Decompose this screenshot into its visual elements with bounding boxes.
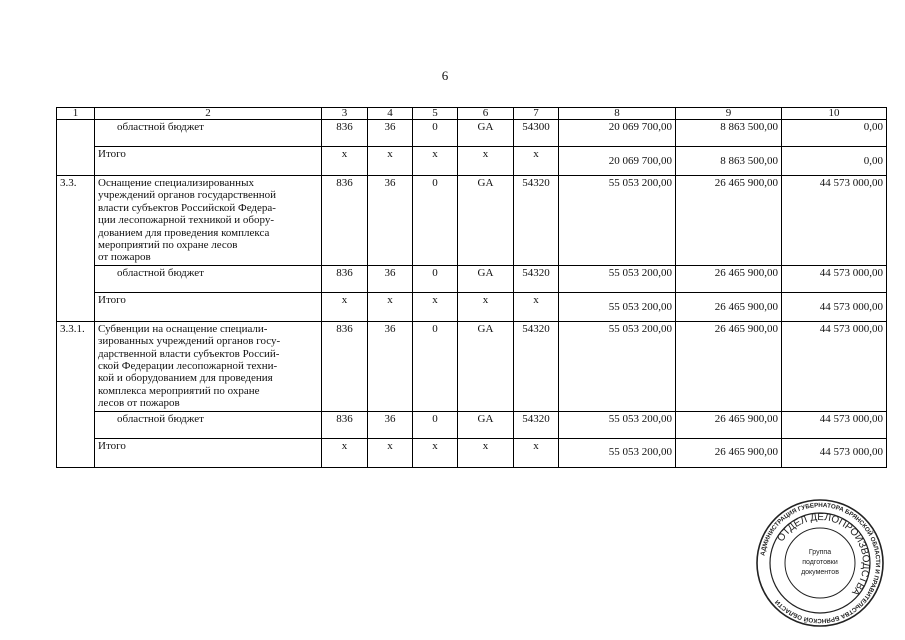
table-cell: x xyxy=(514,438,559,467)
description-line: Оснащение специализированных xyxy=(98,177,254,189)
table-cell: 54320 xyxy=(514,265,559,292)
stamp-center-line: подготовки xyxy=(802,559,838,566)
table-cell: 54300 xyxy=(514,120,559,147)
stamp-outer-text: АДМИНИСТРАЦИЯ ГУБЕРНАТОРА БРЯНСКОЙ ОБЛАСТИ И ПРАВИТЕЛЬСТВА БРЯНСКОЙ ОБЛАСТИ xyxy=(759,501,882,625)
description-line: ской Федерации лесопожарной техни- xyxy=(98,360,278,373)
table-cell: 36 xyxy=(368,120,413,147)
table-cell: 836 xyxy=(322,321,368,411)
stamp-center-line: документов xyxy=(801,569,839,576)
table-cell: x xyxy=(413,147,458,176)
table-cell: 0 xyxy=(413,321,458,411)
table-cell: 836 xyxy=(322,265,368,292)
table-cell: 26 465 900,00 xyxy=(676,438,782,467)
header-cell: 3 xyxy=(322,108,368,120)
table-cell: 36 xyxy=(368,265,413,292)
stamp-center-line: Группа xyxy=(808,549,832,556)
row-number-cell xyxy=(57,120,95,176)
table-row xyxy=(57,265,887,292)
table-cell: 26 465 900,00 xyxy=(676,176,782,266)
table-cell: x xyxy=(322,292,368,321)
header-cell: 9 xyxy=(676,108,782,120)
page-number: 6 xyxy=(441,68,449,83)
row-label: областной бюджет xyxy=(95,411,322,438)
table-cell: 55 053 200,00 xyxy=(559,176,676,266)
description-line: власти субъектов Российской Федера- xyxy=(98,201,276,214)
table-cell: x xyxy=(458,292,514,321)
table-cell: 0 xyxy=(413,411,458,438)
budget-table xyxy=(56,107,887,468)
table-cell: x xyxy=(413,438,458,467)
description-line: кой и оборудованием для проведения xyxy=(98,372,273,385)
header-cell: 5 xyxy=(413,108,458,120)
table-cell: 54320 xyxy=(514,176,559,266)
description-line: зированных учреждений органов госу- xyxy=(98,335,281,348)
row-description xyxy=(95,176,322,266)
table-cell: x xyxy=(514,147,559,176)
header-cell: 1 xyxy=(57,108,95,120)
description-line: мероприятий по охране лесов xyxy=(98,239,238,252)
description-line: учреждений органов государственной xyxy=(98,189,277,202)
table-cell: 0 xyxy=(413,265,458,292)
description-line: дованием для проведения комплекса xyxy=(98,226,270,239)
table-cell: x xyxy=(322,147,368,176)
table-cell: 0,00 xyxy=(782,120,887,147)
description-line: дарственной власти субъектов Россий- xyxy=(98,347,280,360)
table-cell: x xyxy=(368,147,413,176)
description-line: комплекса мероприятий по охране xyxy=(98,384,260,397)
table-cell: 44 573 000,00 xyxy=(782,321,887,411)
table-cell: 26 465 900,00 xyxy=(676,292,782,321)
table-row xyxy=(57,147,887,176)
table-cell: 55 053 200,00 xyxy=(559,292,676,321)
table-cell: 55 053 200,00 xyxy=(559,321,676,411)
table-cell: 55 053 200,00 xyxy=(559,438,676,467)
description-line: ции лесопожарной техникой и обору- xyxy=(98,214,275,227)
table-cell: 55 053 200,00 xyxy=(559,411,676,438)
table-cell: 836 xyxy=(322,120,368,147)
table-cell: x xyxy=(458,438,514,467)
table-cell: x xyxy=(514,292,559,321)
table-cell: 44 573 000,00 xyxy=(782,411,887,438)
table-cell: 8 863 500,00 xyxy=(676,147,782,176)
table-cell: x xyxy=(368,438,413,467)
table-cell: 0 xyxy=(413,176,458,266)
table-cell: 55 053 200,00 xyxy=(559,265,676,292)
table-cell: 26 465 900,00 xyxy=(676,265,782,292)
table-cell: 44 573 000,00 xyxy=(782,292,887,321)
table-cell: 836 xyxy=(322,411,368,438)
table-row xyxy=(57,438,887,467)
description-line: от пожаров xyxy=(98,251,151,264)
table-cell: 20 069 700,00 xyxy=(559,147,676,176)
table-cell: GA xyxy=(458,265,514,292)
description-line: лесов от пожаров xyxy=(98,397,180,410)
row-number-cell: 3.3. xyxy=(57,176,95,322)
header-cell: 4 xyxy=(368,108,413,120)
header-row xyxy=(57,108,887,120)
row-description xyxy=(95,321,322,411)
table-row xyxy=(57,321,887,411)
table-row xyxy=(57,120,887,147)
table-cell: x xyxy=(458,147,514,176)
table-cell: 836 xyxy=(322,176,368,266)
row-label: Итого xyxy=(95,438,322,467)
row-label: областной бюджет xyxy=(95,265,322,292)
table-cell: GA xyxy=(458,120,514,147)
table-cell: 54320 xyxy=(514,411,559,438)
row-label: областной бюджет xyxy=(95,120,322,147)
table-row xyxy=(57,176,887,266)
table-cell: 8 863 500,00 xyxy=(676,120,782,147)
table-cell: 44 573 000,00 xyxy=(782,265,887,292)
table-cell: x xyxy=(322,438,368,467)
header-cell: 6 xyxy=(458,108,514,120)
description-line: Субвенции на оснащение специали- xyxy=(98,322,268,335)
table-cell: 44 573 000,00 xyxy=(782,438,887,467)
header-cell: 8 xyxy=(559,108,676,120)
header-cell: 7 xyxy=(514,108,559,120)
table-cell: 36 xyxy=(368,411,413,438)
table-cell: 0,00 xyxy=(782,147,887,176)
table-row xyxy=(57,411,887,438)
table-cell: 44 573 000,00 xyxy=(782,176,887,266)
table-cell: 36 xyxy=(368,321,413,411)
table-cell: 20 069 700,00 xyxy=(559,120,676,147)
table-cell: 0 xyxy=(413,120,458,147)
table-cell: 54320 xyxy=(514,321,559,411)
table-cell: GA xyxy=(458,411,514,438)
header-cell: 2 xyxy=(95,108,322,120)
table-row xyxy=(57,292,887,321)
stamp-inner-text: ОТДЕЛ ДЕЛОПРОИЗВОДСТВА xyxy=(775,511,872,598)
table-cell: x xyxy=(368,292,413,321)
document-stamp xyxy=(755,498,885,628)
table-cell: GA xyxy=(458,321,514,411)
row-number-cell: 3.3.1. xyxy=(57,321,95,467)
table-cell: GA xyxy=(458,176,514,266)
table-cell: 36 xyxy=(368,176,413,266)
table-cell: x xyxy=(413,292,458,321)
header-cell: 10 xyxy=(782,108,887,120)
table-cell: 26 465 900,00 xyxy=(676,411,782,438)
row-label: Итого xyxy=(95,292,322,321)
row-label: Итого xyxy=(95,147,322,176)
table-cell: 26 465 900,00 xyxy=(676,321,782,411)
